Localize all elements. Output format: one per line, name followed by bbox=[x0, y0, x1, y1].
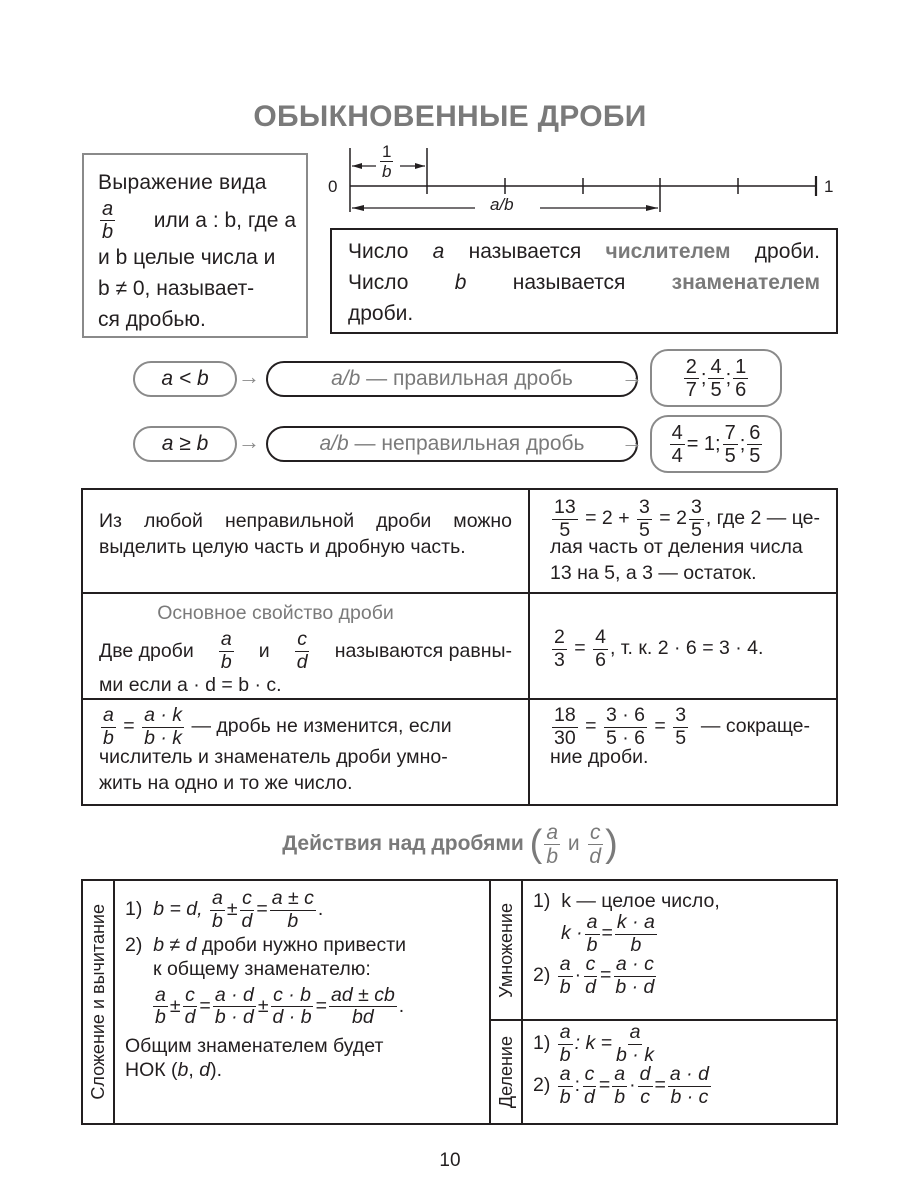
condition-improper: a ≥ b bbox=[133, 426, 237, 462]
add-sub-label-cell bbox=[82, 880, 114, 1124]
cell-reduction-example: $\frac{18}{30}$ = $\frac{3 \cdot 6}{5 \cdot 6}$ = $\frac{3}{5}$ — сокраще- ние дроби. bbox=[529, 699, 837, 805]
improper-fraction-definition: a/b — неправильная дробь bbox=[266, 426, 638, 462]
mult-label-cell bbox=[490, 880, 522, 1020]
arrow-right-icon: → bbox=[621, 364, 643, 389]
operations-table bbox=[81, 879, 838, 1125]
page-title: ОБЫКНОВЕННЫЕ ДРОБИ bbox=[253, 100, 647, 133]
operations-heading: Действия над дробями ( $\frac{a}{b}$ и $\frac{c}{d}$ ) bbox=[282, 821, 618, 868]
cell-basic-property: Основное свойство дроби Две дроби $\frac{a}{b}$ и $\frac{c}{d}$ называются равны- ми если a · d = b · c. bbox=[82, 593, 529, 699]
example-fraction: $\frac{7}{5}$ bbox=[724, 421, 736, 467]
span-label: a/b bbox=[490, 195, 514, 214]
add-sub-content: 1) b = d, $\frac{a}{b}$ ± $\frac{c}{d}$ = $\frac{a \pm c}{b}$ . 2) b ≠ d дроби нужно привести к общему знаменателю: $\frac{a}{b}$ ± $\frac{c}{d}$ = $\frac{a \cdot d}{b \cdot d}$ ± $\frac{c \cdot b}{d \cdot b}$ = $\frac{ad \pm cb}{bd}$ . Общим знаменателем будет НОК (b, d). bbox=[114, 880, 490, 1124]
cell-scaling-rule: $\frac{a}{b}$ = $\frac{a \cdot k}{b \cdot k}$ — дробь не изменится, если числитель и знаменатель дроби умно- жить на одно и то же число. bbox=[82, 699, 529, 805]
term-numerator: числителем bbox=[605, 240, 731, 263]
div-content: 1) $\frac{a}{b}$ : k = $\frac{a}{b \cdot k}$ 2) $\frac{a}{b}$ : $\frac{c}{d}$ = $\frac{a}{b}$ · $\frac{d}{c}$ = $\frac{a \cdot d}{b \cdot c}$ bbox=[522, 1020, 837, 1124]
improper-fraction-examples: $\frac{4}{4}$ = 1; $\frac{7}{5}$ ; $\frac{6}{5}$ bbox=[650, 415, 782, 473]
proper-fraction-examples: $\frac{2}{7}$ ; $\frac{4}{5}$ ; $\frac{1}{6}$ bbox=[650, 349, 782, 407]
example-fraction: $\frac{2}{7}$ bbox=[685, 355, 697, 401]
properties-table bbox=[81, 488, 838, 806]
def-line-4: b ≠ 0, называет- bbox=[98, 277, 255, 300]
lcm-note: НОК (b, d). bbox=[125, 1059, 223, 1082]
page-number: 10 bbox=[439, 1150, 461, 1171]
example-fraction: $\frac{6}{5}$ bbox=[749, 421, 761, 467]
arrow-right-icon: → bbox=[238, 429, 260, 454]
example-fraction: $\frac{1}{6}$ bbox=[735, 355, 747, 401]
number-line-zero-label: 0 bbox=[328, 177, 338, 196]
table-row bbox=[82, 489, 837, 593]
span-arrowhead-right bbox=[646, 205, 658, 211]
number-line-one-label: 1 bbox=[824, 177, 834, 196]
def-line-3: и b целые числа и bbox=[98, 246, 276, 269]
def-line-5: ся дробью. bbox=[98, 308, 206, 331]
unit-fraction-label: $\frac{1}{b}$ bbox=[382, 142, 392, 181]
unit-arrowhead-right bbox=[415, 163, 425, 169]
cell-basic-property-example: $\frac{2}{3}$ = $\frac{4}{6}$ , т. к. 2 · 6 = 3 · 4. bbox=[529, 593, 837, 699]
number-line-diagram bbox=[320, 140, 840, 220]
proper-fraction-definition: a/b — правильная дробь bbox=[266, 361, 638, 397]
cell-mixed-number-example: $\frac{13}{5}$ = 2 + $\frac{3}{5}$ = 2 $\frac{3}{5}$ , где 2 — це- лая часть от деления числа 13 на 5, а 3 — остаток. bbox=[529, 489, 837, 593]
def-line-1: Выражение вида bbox=[98, 171, 267, 194]
term-denominator: знаменателем bbox=[671, 271, 820, 294]
unit-arrowhead-left bbox=[352, 163, 362, 169]
condition-proper: a < b bbox=[133, 361, 237, 397]
mult-content: 1) k — целое число, k · $\frac{a}{b}$ = $\frac{k \cdot a}{b}$ 2) $\frac{a}{b}$ · $\frac{c}{d}$ = $\frac{a \cdot c}{b \cdot d}$ bbox=[522, 880, 837, 1020]
numbox-line-3: дроби. bbox=[348, 302, 414, 325]
div-label: Деление bbox=[495, 1035, 516, 1109]
numerator-denominator-box bbox=[330, 228, 838, 334]
div-label-cell bbox=[490, 1020, 522, 1124]
basic-property-heading: Основное свойство дроби bbox=[157, 602, 394, 624]
numbox-line-2: Число b называется знаменателем bbox=[348, 267, 820, 298]
table-row bbox=[82, 880, 837, 1020]
table-row bbox=[82, 699, 837, 805]
definition-box bbox=[82, 153, 308, 338]
cell-mixed-number-rule: Из любой неправильной дроби можно выделить целую часть и дробную часть. bbox=[82, 489, 529, 593]
numbox-line-1: Число a называется числителем дроби. bbox=[348, 236, 820, 267]
example-fraction: $\frac{4}{5}$ bbox=[710, 355, 722, 401]
span-arrowhead-left bbox=[352, 205, 364, 211]
example-fraction: $\frac{4}{4}$ bbox=[671, 421, 683, 467]
arrow-right-icon: → bbox=[621, 429, 643, 454]
table-row bbox=[82, 593, 837, 699]
def-fraction: $\frac{a}{b}$ bbox=[102, 197, 114, 243]
add-sub-label: Сложение и вычитание bbox=[87, 904, 108, 1100]
mult-label: Умножение bbox=[495, 902, 516, 998]
arrow-right-icon: → bbox=[238, 364, 260, 389]
def-line-2: $\frac{a}{b}$ или a : b, где a bbox=[102, 197, 296, 243]
